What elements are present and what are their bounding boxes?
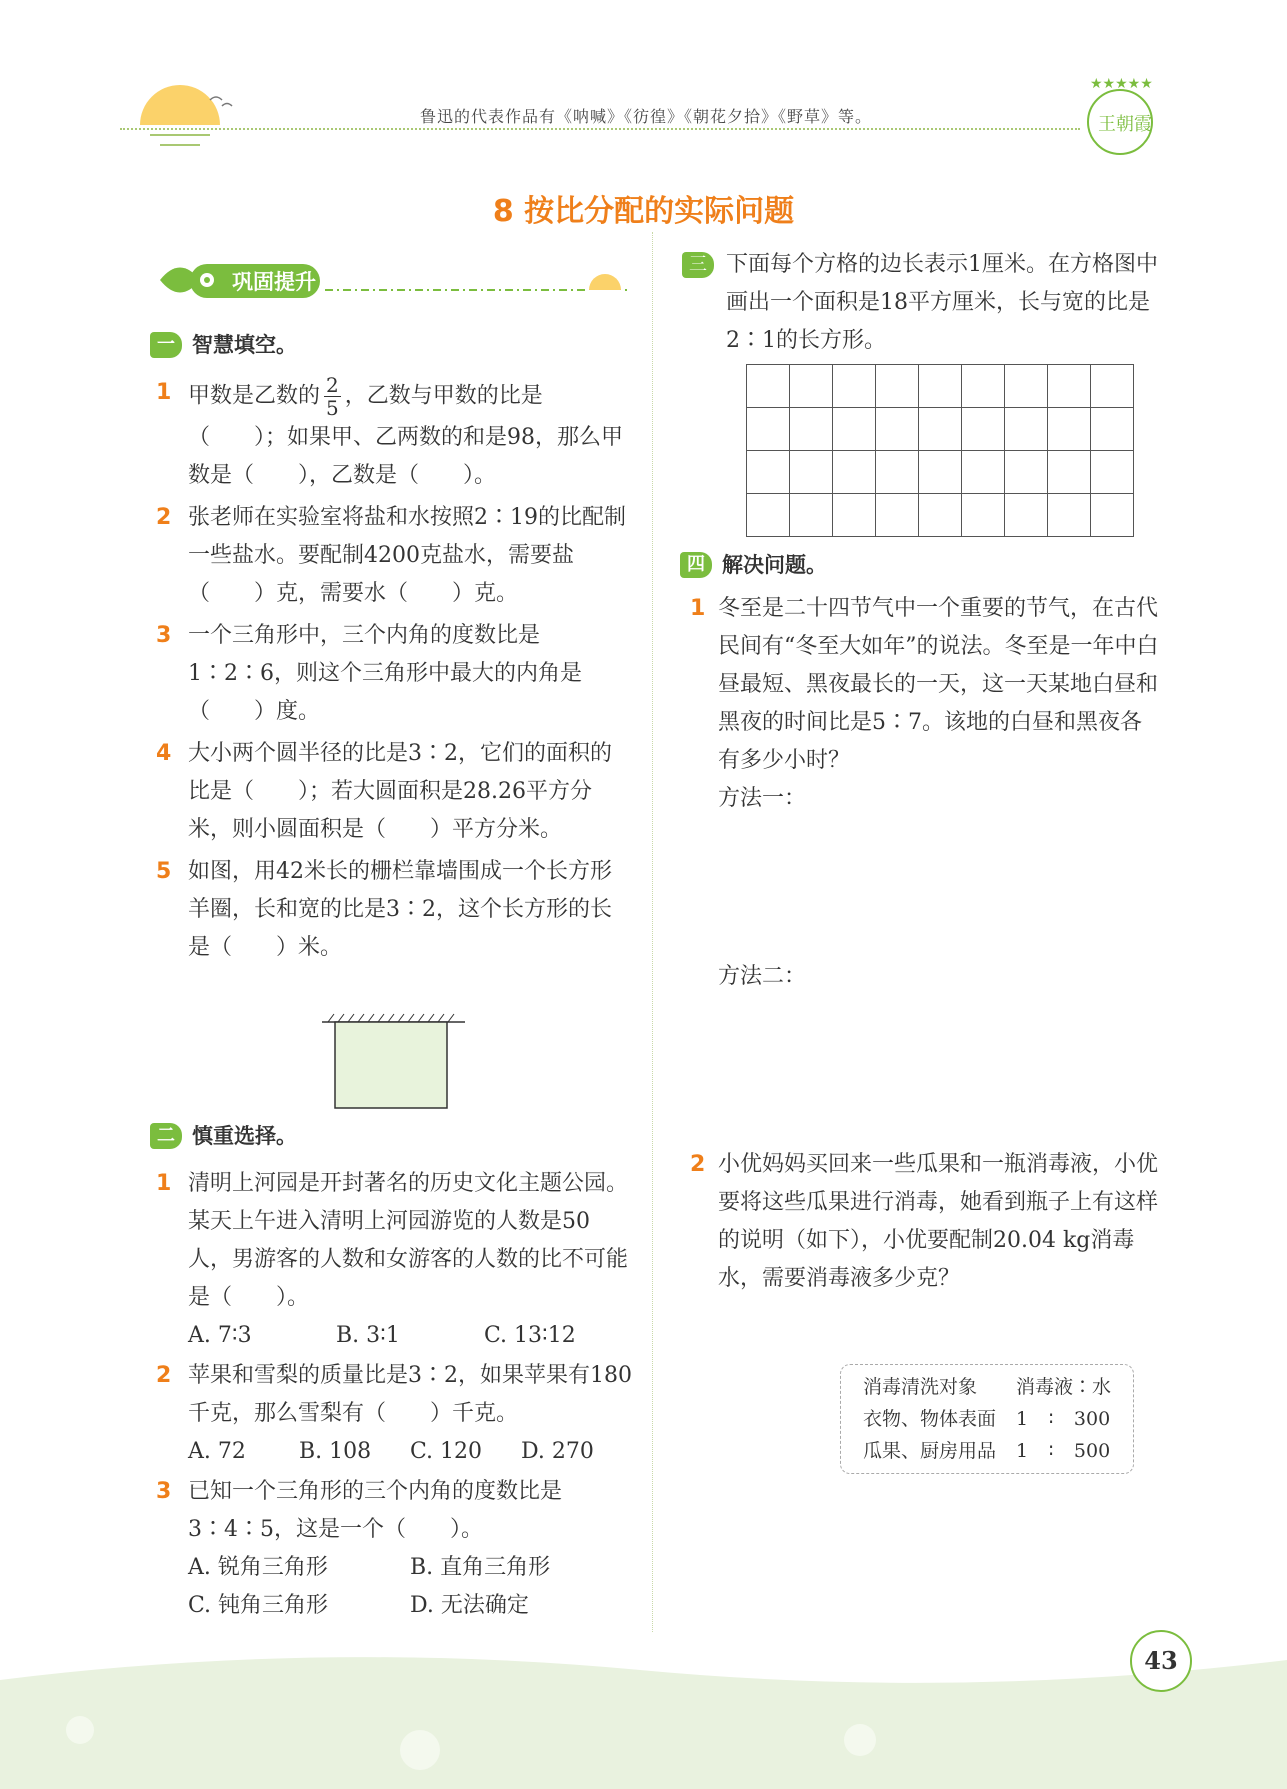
left-column-lower	[152, 1117, 632, 1625]
table-cell: 300	[1073, 1408, 1111, 1430]
choice-question-2	[152, 1357, 632, 1471]
question-text: 大小两个圆半径的比是3∶2，它们的面积的比是（ ）；若大圆面积是28.26平方分米，则小圆面积是（ ）平方分米。	[188, 741, 612, 842]
question-text: 小优妈妈买回来一些瓜果和一瓶消毒液，小优要将这些瓜果进行消毒，她看到瓶子上有这样的说明（如下），小优要配制20.04 kg消毒水，需要消毒液多少克？	[718, 1152, 1159, 1291]
method-two-label: 方法二：	[718, 964, 807, 989]
solve-question-1	[690, 590, 1160, 1136]
option-c[interactable]: C. 13∶12	[484, 1323, 576, 1348]
fill-question-1	[152, 374, 632, 495]
question-number: 1	[156, 1171, 172, 1196]
option-a[interactable]: A. 锐角三角形	[188, 1555, 328, 1580]
table-cell: 衣物、物体表面	[863, 1408, 997, 1430]
table-row	[853, 1435, 1121, 1467]
section-3	[690, 246, 1160, 360]
section-2-heading	[150, 1117, 632, 1155]
disinfectant-instructions	[840, 1364, 1134, 1474]
question-text: 苹果和雪梨的质量比是3∶2，如果苹果有180千克，那么雪梨有（ ）千克。	[188, 1363, 632, 1426]
question-number: 2	[156, 505, 172, 530]
table-cell: 500	[1073, 1440, 1111, 1462]
section-title: 智慧填空。	[192, 333, 297, 357]
question-number: 3	[156, 1479, 172, 1504]
header-cell: 消毒液∶水	[1016, 1376, 1112, 1398]
header-line	[120, 128, 1080, 130]
question-text: 已知一个三角形的三个内角的度数比是3∶4∶5，这是一个（ ）。	[188, 1479, 563, 1542]
header-quote: 鲁迅的代表作品有《呐喊》《彷徨》《朝花夕拾》《野草》等。	[420, 107, 873, 126]
fraction-denominator: 5	[326, 396, 339, 420]
section-badge: 四	[680, 552, 712, 578]
section-badge: 一	[150, 332, 182, 358]
method-one-label: 方法一：	[718, 786, 807, 811]
question-text: 一个三角形中，三个内角的度数比是1∶2∶6，则这个三角形中最大的内角是（ ）度。	[188, 623, 582, 724]
option-b[interactable]: B. 直角三角形	[410, 1555, 551, 1580]
table-cell: 瓜果、厨房用品	[863, 1440, 997, 1462]
option-b[interactable]: B. 3∶1	[336, 1323, 400, 1348]
question-number: 2	[690, 1152, 706, 1177]
option-b[interactable]: B. 108	[299, 1439, 372, 1464]
header-cell: 消毒清洗对象	[863, 1376, 978, 1398]
fill-question-5	[152, 853, 632, 967]
banner-title: 巩固提升	[232, 270, 316, 294]
table-cell: 1	[1016, 1440, 1029, 1462]
left-column	[152, 326, 632, 967]
footer-decoration	[0, 1640, 1287, 1789]
solve-question-2	[690, 1146, 1160, 1298]
section-title: 慎重选择。	[192, 1124, 297, 1148]
answer-space[interactable]	[718, 818, 1160, 958]
question-number: 1	[690, 596, 706, 621]
section-1-heading	[150, 326, 632, 364]
page-title: 8 按比分配的实际问题	[492, 194, 795, 229]
fill-question-4	[152, 735, 632, 849]
svg-text:★★★★★: ★★★★★	[1090, 76, 1153, 92]
section-badge: 三	[682, 252, 714, 278]
fill-question-2	[152, 499, 632, 613]
choice-question-1	[152, 1165, 632, 1355]
option-c[interactable]: C. 钝角三角形	[188, 1593, 329, 1618]
table-cell: ∶	[1048, 1440, 1054, 1462]
section-badge: 二	[150, 1123, 182, 1149]
table-row	[853, 1403, 1121, 1435]
table-header	[853, 1371, 1121, 1403]
header-decoration	[0, 0, 1287, 160]
section-4-heading	[680, 546, 1160, 584]
page-number: 43	[1130, 1630, 1192, 1692]
fill-question-3	[152, 617, 632, 731]
question-number: 3	[156, 623, 172, 648]
right-column	[690, 246, 1160, 360]
choice-question-3	[152, 1473, 632, 1625]
section-text: 下面每个方格的边长表示1厘米。在方格图中画出一个面积是18平方厘米，长与宽的比是2∶1的长方形。	[726, 252, 1158, 353]
options	[188, 1433, 632, 1471]
answer-space[interactable]	[718, 996, 1160, 1136]
svg-text:王朝霞: 王朝霞	[1098, 114, 1152, 135]
options	[188, 1587, 632, 1625]
column-divider	[652, 232, 653, 1632]
section-title: 解决问题。	[722, 553, 827, 577]
fraction-numerator: 2	[326, 373, 339, 397]
square-grid[interactable]	[746, 364, 1134, 537]
question-number: 4	[156, 741, 172, 766]
table-cell: 1	[1016, 1408, 1029, 1430]
question-text: 如图，用42米长的栅栏靠墙围成一个长方形羊圈，长和宽的比是3∶2，这个长方形的长是（ ）米。	[188, 859, 612, 960]
fraction	[324, 374, 341, 419]
option-c[interactable]: C. 120	[410, 1439, 483, 1464]
question-text: ，乙数与甲数的比是（ ）；如果甲、乙两数的和是98，那么甲数是（ ），乙数是（ ）。	[188, 383, 623, 488]
banner-decoration	[150, 250, 640, 310]
question-text: 清明上河园是开封著名的历史文化主题公园。某天上午进入清明上河园游览的人数是50人，男游客的人数和女游客的人数的比不可能是（ ）。	[188, 1171, 629, 1310]
options	[188, 1549, 632, 1587]
option-d[interactable]: D. 无法确定	[410, 1593, 529, 1618]
option-a[interactable]: A. 72	[188, 1439, 246, 1464]
question-text: 甲数是乙数的	[188, 383, 321, 409]
option-d[interactable]: D. 270	[521, 1439, 594, 1464]
fence-figure	[320, 1012, 470, 1112]
table-cell: ∶	[1048, 1408, 1054, 1430]
question-text: 冬至是二十四节气中一个重要的节气，在古代民间有“冬至大如年”的说法。冬至是一年中白昼最短、黑夜最长的一天，这一天某地白昼和黑夜的时间比是5∶7。该地的白昼和黑夜各有多少小时？	[718, 596, 1159, 773]
options	[188, 1317, 632, 1355]
right-column-lower	[687, 546, 1160, 1298]
question-number: 5	[156, 859, 172, 884]
question-text: 张老师在实验室将盐和水按照2∶19的比配制一些盐水。要配制4200克盐水，需要盐（ ）克，需要水（ ）克。	[188, 505, 626, 606]
option-a[interactable]: A. 7∶3	[188, 1323, 252, 1348]
question-number: 1	[156, 380, 172, 405]
question-number: 2	[156, 1363, 172, 1388]
